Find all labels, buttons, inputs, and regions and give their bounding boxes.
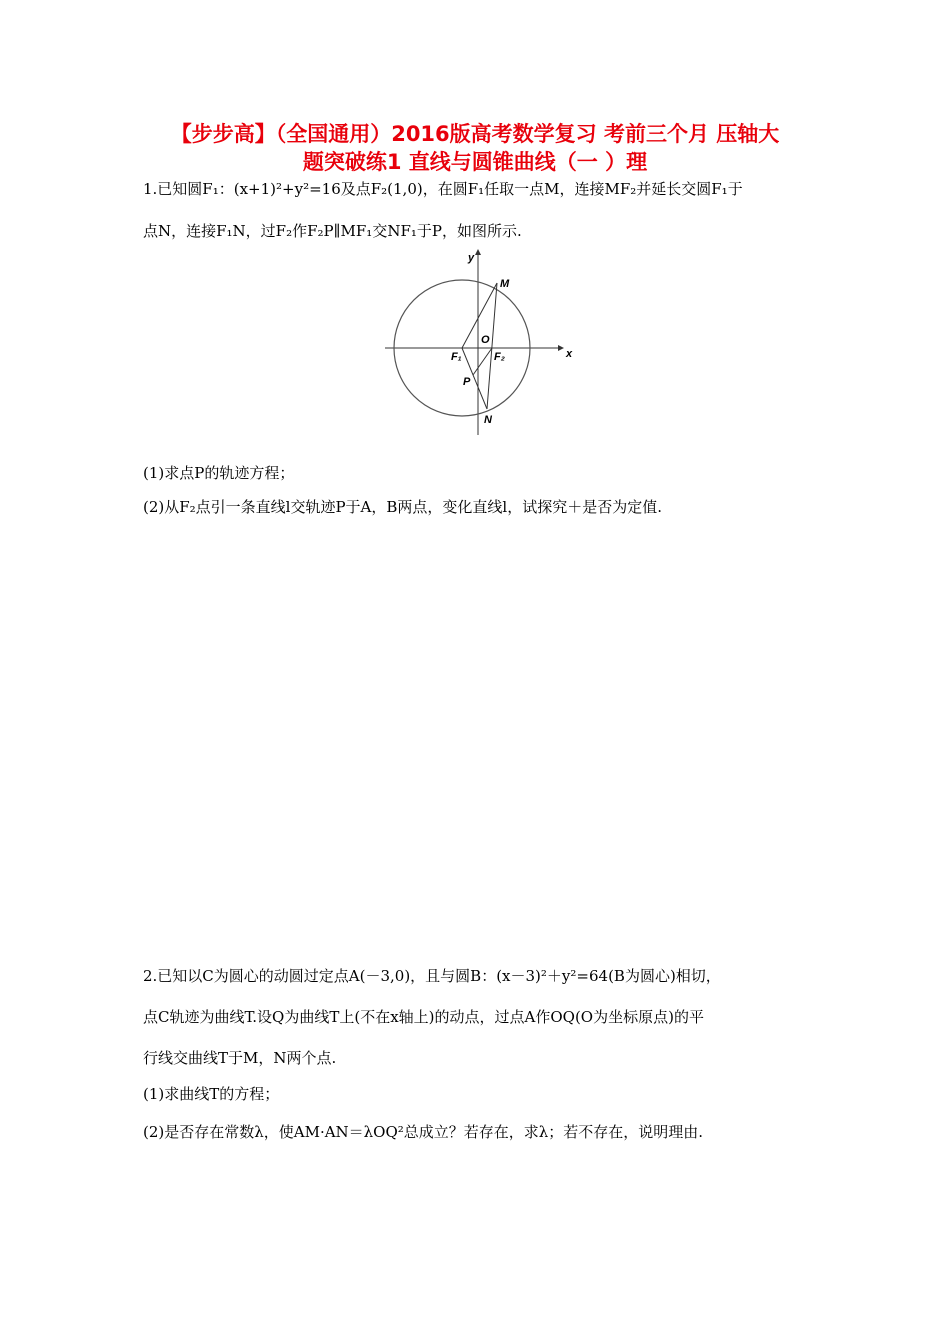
segment-mn (487, 283, 497, 409)
problem2-text-line2: 点C轨迹为曲线T.设Q为曲线T上(不在x轴上)的动点，过点A作OQ(O为坐标原点)的平 (143, 1008, 704, 1026)
segment-mf1 (462, 283, 497, 348)
title-line-1: 【步步高】（全国通用）2016版高考数学复习 考前三个月 压轴大 (170, 122, 780, 146)
label-f1: F₁ (451, 351, 462, 363)
axis-y-label: y (468, 252, 475, 264)
label-n: N (484, 414, 492, 426)
segment-f2p (473, 348, 492, 375)
problem2-part1: (1)求曲线T的方程； (143, 1085, 280, 1103)
y-axis-arrow (475, 249, 481, 255)
x-axis-arrow (558, 345, 564, 351)
problem2-text-line3: 行线交曲线T于M，N两个点. (143, 1049, 337, 1067)
problem1-part1: (1)求点P的轨迹方程； (143, 464, 295, 482)
label-f2: F₂ (494, 351, 505, 363)
problem2-part2: (2)是否存在常数λ，使AM·AN＝λOQ²总成立？若存在，求λ；若不存在，说明理由. (143, 1123, 704, 1141)
title-line-2: 题突破练1 直线与圆锥曲线（一 ）理 (302, 150, 648, 174)
problem1-text-line2: 点N，连接F₁N，过F₂作F₂P∥MF₁交NF₁于P，如图所示. (143, 222, 522, 240)
circle-figure (380, 247, 573, 437)
label-o: O (481, 334, 490, 346)
document-title (120, 120, 830, 176)
label-m: M (500, 278, 510, 290)
problem1-text-line1: 1.已知圆F₁：(x+1)²+y²=16及点F₂(1,0)，在圆F₁任取一点M，连接MF₂并延长交圆F₁于 (143, 180, 743, 198)
problem1-part2: (2)从F₂点引一条直线l交轨迹P于A，B两点，变化直线l，试探究＋是否为定值. (143, 498, 662, 516)
axis-x-label: x (566, 348, 573, 360)
label-p: P (463, 376, 471, 388)
problem2-text-line1: 2.已知以C为圆心的动圆过定点A(－3,0)，且与圆B：(x－3)²＋y²=64(B为圆心)相切， (143, 967, 721, 985)
